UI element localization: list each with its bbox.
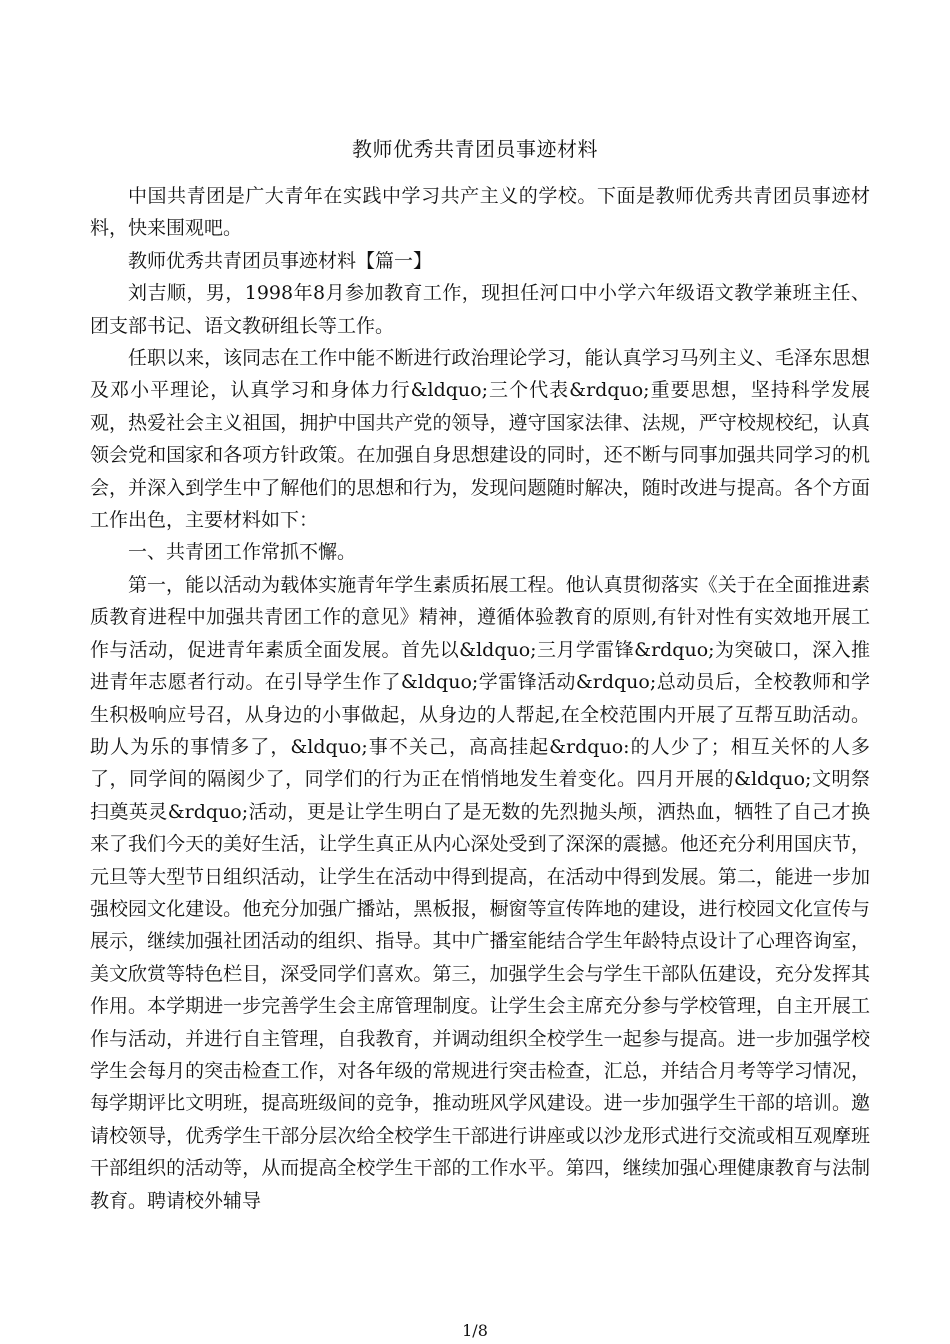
section-heading: 教师优秀共青团员事迹材料【篇一】 — [128, 249, 433, 272]
body-paragraph: 第一，能以活动为载体实施青年学生素质拓展工程。他认真贯彻落实《关于在全面推进素质教育进程中加强共青团工作的意见》精神，遵循体验教育的原则,有针对性有实效地开展工作与活动，促进青年素质全面发展。首先以&ldquo;三月学雷锋&rdquo;为突破口，深入推进青年志愿者行动。在引导学生作了&ldquo;学雷锋活动&rdquo;总动员后，全校教师和学生积极响应号召，从身边的小事做起，从身边的人帮起,在全校范围内开展了互帮互助活动。助人为乐的事情多了，&ldquo;事不关己，高高挂起&rdquo:的人少了；相互关怀的人多了，同学间的隔阂少了，同学们的行为正在悄悄地发生着变化。四月开展的&ldquo;文明祭扫奠英灵&rdquo;活动，更是让学生明白了是无数的先烈抛头颅，洒热血，牺牲了自己才换来了我们今天的美好生活，让学生真正从内心深处受到了深深的震撼。他还充分利用国庆节，元旦等大型节日组织活动，让学生在活动中得到提高，在活动中得到发展。第二，能进一步加强校园文化建设。他充分加强广播站，黑板报，橱窗等宣传阵地的建设，进行校园文化宣传与展示，继续加强社团活动的组织、指导。其中广播室能结合学生年龄特点设计了心理咨询室，美文欣赏等特色栏目，深受同学们喜欢。第三，加强学生会与学生干部队伍建设，充分发挥其作用。本学期进一步完善学生会主席管理制度。让学生会主席充分参与学校管理，自主开展工作与活动，并进行自主管理，自我教育，并调动组织全校学生一起参与提高。进一步加强学校学生会每月的突击检查工作，对各年级的常规进行突击检查，汇总，并结合月考等学习情况，每学期评比文明班，提高班级间的竞争，推动班风学风建设。进一步加强学生干部的培训。邀请校领导，优秀学生干部分层次给全校学生干部进行讲座或以沙龙形式进行交流或相互观摩班干部组织的活动等，从而提高全校学生干部的工作水平。第四，继续加强心理健康教育与法制教育。聘请校外辅导 — [90, 573, 870, 1212]
profile-paragraph: 刘吉顺，男，1998年8月参加教育工作，现担任河口中小学六年级语文教学兼班主任、团支部书记、语文教研组长等工作。 — [90, 282, 870, 337]
page-number: 1/8 — [462, 1321, 488, 1340]
body-paragraph: 任职以来，该同志在工作中能不断进行政治理论学习，能认真学习马列主义、毛泽东思想及邓小平理论，认真学习和身体力行&ldquo;三个代表&rdquo;重要思想，坚持科学发展观，热爱社会主义祖国，拥护中国共产党的领导，遵守国家法律、法规，严守校规校纪，认真领会党和国家和各项方针政策。在加强自身思想建设的同时，还不断与同事加强共同学习的机会，并深入到学生中了解他们的思想和行为，发现问题随时解决，随时改进与提高。各个方面工作出色，主要材料如下： — [90, 347, 870, 532]
intro-paragraph: 中国共青团是广大青年在实践中学习共产主义的学校。下面是教师优秀共青团员事迹材料，快来围观吧。 — [90, 185, 870, 240]
subsection-heading: 一、共青团工作常抓不懈。 — [128, 541, 357, 564]
document-body — [90, 180, 870, 1217]
document-title: 教师优秀共青团员事迹材料 — [352, 137, 598, 161]
